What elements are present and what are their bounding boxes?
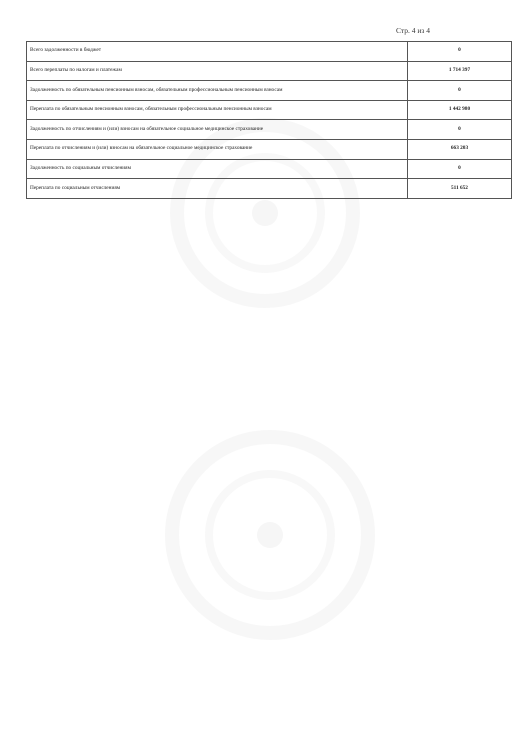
table-row: [27, 42, 512, 62]
row-value: 511 652: [408, 179, 512, 199]
watermark-emblem-top: [252, 200, 278, 226]
row-value: 663 203: [408, 139, 512, 159]
table-row: [27, 120, 512, 140]
row-label: Всего переплаты по налогам и платежам: [27, 61, 408, 81]
balance-summary-table: [26, 41, 512, 199]
table-row: [27, 139, 512, 159]
row-value: 1 442 980: [408, 100, 512, 120]
row-value: 0: [408, 42, 512, 62]
row-value: 0: [408, 120, 512, 140]
row-value: 0: [408, 81, 512, 101]
row-label: Переплата по отчислениям и (или) взносам на обязательное социальное медицинское страхование: [27, 139, 408, 159]
row-label: Всего задолженности в бюджет: [27, 42, 408, 62]
table-row: [27, 100, 512, 120]
row-label: Переплата по обязательным пенсионным взносам, обязательным профессиональным пенсионным взносам: [27, 100, 408, 120]
row-label: Переплата по социальным отчислениям: [27, 179, 408, 199]
table-row: [27, 81, 512, 101]
row-value: 1 714 397: [408, 61, 512, 81]
table-row: [27, 159, 512, 179]
watermark-emblem-bottom: [257, 522, 283, 548]
page-number: Стр. 4 из 4: [396, 26, 430, 35]
row-label: Задолженность по обязательным пенсионным взносам, обязательным профессиональным пенсионным взносам: [27, 81, 408, 101]
table-row: [27, 179, 512, 199]
row-label: Задолженность по отчислениям и (или) взносам на обязательное социальное медицинское страхование: [27, 120, 408, 140]
table-row: [27, 61, 512, 81]
row-label: Задолженность по социальным отчислениям: [27, 159, 408, 179]
row-value: 0: [408, 159, 512, 179]
